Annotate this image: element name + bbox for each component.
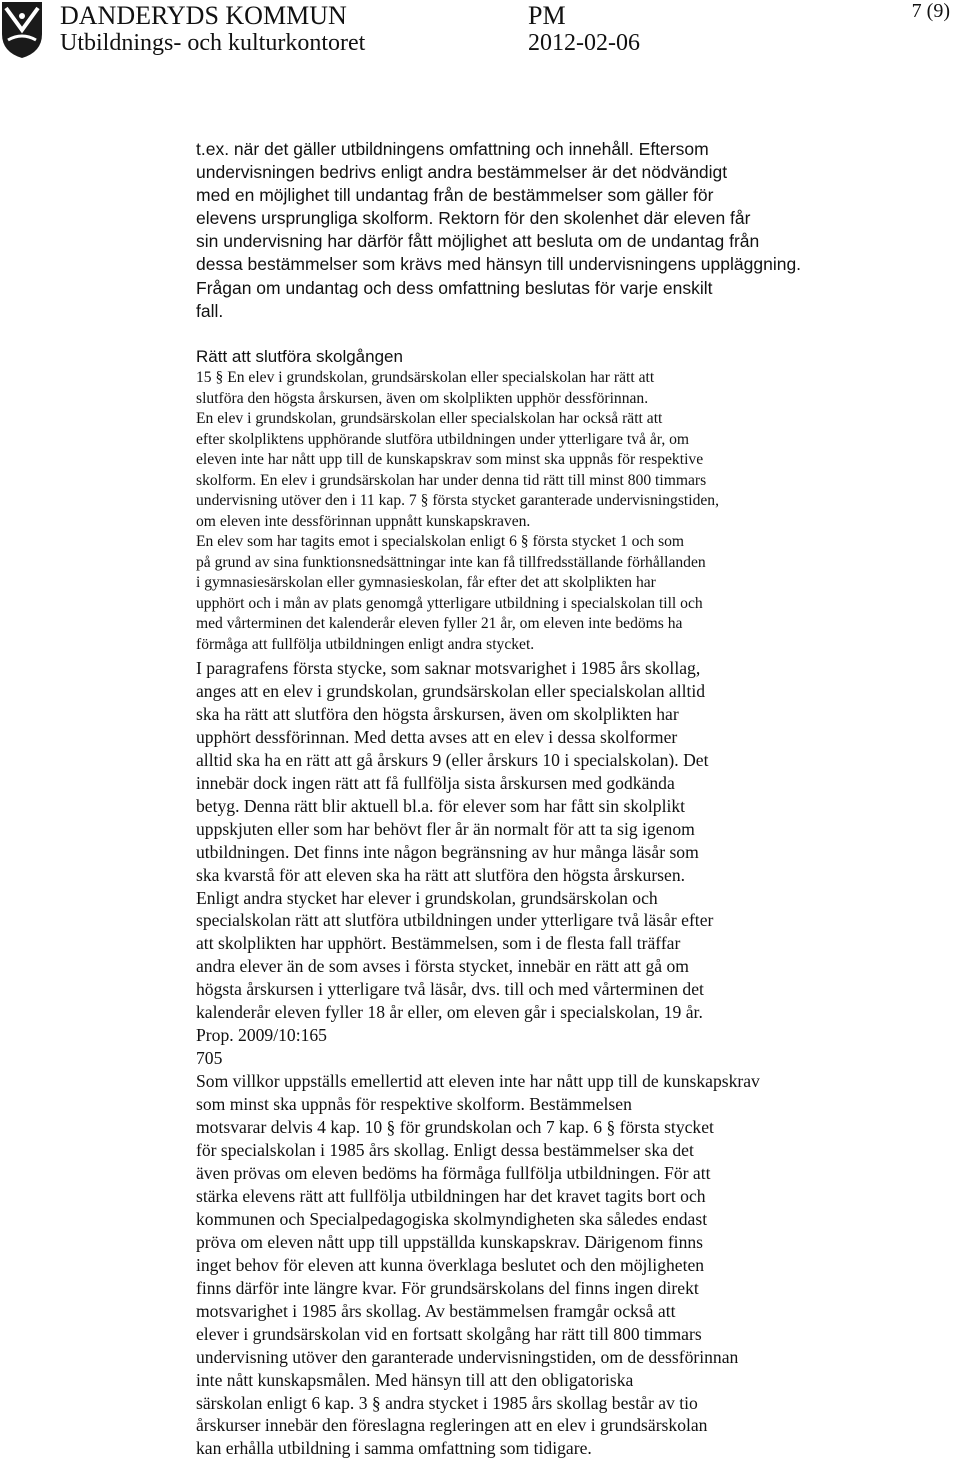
prop-page-number: 705 — [196, 1048, 223, 1069]
text-line: högsta årskursen i ytterligare två läsår, dvs. till och med vårterminen det — [196, 979, 704, 1000]
text-line: elevens ursprungliga skolform. Rektorn för den skolenhet där eleven får — [196, 208, 751, 229]
text-line: att skolplikten har upphört. Bestämmelsen, som i de flesta fall träffar — [196, 933, 681, 954]
text-line: kan erhålla utbildning i samma omfattning som tidigare. — [196, 1438, 592, 1459]
intro-paragraph — [196, 138, 801, 323]
text-line: upphört dessförinnan. Med detta avses att en elev i dessa skolformer — [196, 726, 678, 747]
text-line: kalenderår eleven fyller 18 år eller, om eleven går i specialskolan, 19 år. — [196, 1002, 703, 1023]
text-line: undervisning utöver den garanterade undervisningstiden, om de dessförinnan — [196, 1346, 739, 1367]
text-line: inget behov för eleven att kunna överklaga beslutet och den möjligheten — [196, 1254, 705, 1275]
text-line: innebär dock ingen rätt att få fullfölja sista årskursen med godkända — [196, 772, 675, 793]
coat-of-arms-logo — [0, 0, 44, 60]
text-line: elever i grundsärskolan vid en fortsatt skolgång har rätt till 800 timmars — [196, 1323, 702, 1344]
text-line: årskurser innebär den föreslagna regleringen att en elev i grundsärskolan — [196, 1415, 708, 1436]
commentary-text — [196, 657, 760, 1460]
text-line: utbildningen. Det finns inte någon begränsning av hur många läsår som — [196, 841, 699, 862]
text-line: efter skolpliktens upphörande slutföra utbildningen under ytterligare två år, om — [196, 430, 690, 448]
text-line: sin undervisning har därför fått möjlighet att besluta om de undantag från — [196, 231, 760, 252]
prop-reference: Prop. 2009/10:165 — [196, 1025, 327, 1046]
text-line: skolform. En elev i grundsärskolan har under denna tid rätt till minst 800 timmars — [196, 471, 707, 489]
text-line: dessa bestämmelser som krävs med hänsyn till undervisningens uppläggning. — [196, 254, 802, 275]
text-line: ska ha rätt att slutföra den högsta årskursen, även om skolplikten har — [196, 703, 679, 724]
page-number: 7 (9) — [911, 0, 950, 22]
text-line: undervisningen bedrivs enligt andra bestämmelser är det nödvändigt — [196, 162, 728, 183]
text-line: Frågan om undantag och dess omfattning beslutas för varje enskilt — [196, 277, 713, 298]
section-heading: Rätt att slutföra skolgången — [196, 347, 403, 366]
text-line: Enligt andra stycket har elever i grundskolan, grundsärskolan och — [196, 887, 658, 908]
text-line: motsvarar delvis 4 kap. 10 § för grundskolan och 7 kap. 6 § första stycket — [196, 1117, 714, 1138]
text-line: 15 § En elev i grundskolan, grundsärskolan eller specialskolan har rätt att — [196, 369, 655, 386]
text-line: kommunen och Specialpedagogiska skolmyndigheten ska således endast — [196, 1208, 708, 1229]
text-line: eleven inte har nått upp till de kunskapskrav som minst ska uppnås för respektive — [196, 451, 704, 468]
text-line: betyg. Denna rätt blir aktuell bl.a. för elever som har fått sin skolplikt — [196, 795, 686, 816]
text-line: för specialskolan i 1985 års skollag. Enligt dessa bestämmelser ska det — [196, 1140, 694, 1161]
text-line: upphört och i mån av plats genomgå ytterligare utbildning i specialskolan till och — [196, 594, 703, 612]
text-line: inte nått kunskapsmålen. Med hänsyn till att den obligatoriska — [196, 1369, 634, 1390]
text-line: ska kvarstå för att eleven ska ha rätt att slutföra den högsta årskursen. — [196, 864, 686, 885]
text-line: anges att en elev i grundskolan, grundsärskolan eller specialskolan alltid — [196, 680, 706, 701]
text-line: uppskjuten eller som har behövt fler år än normalt för att ta sig igenom — [196, 818, 695, 839]
text-line: som minst ska uppnås för respektive skolform. Bestämmelsen — [196, 1094, 632, 1115]
text-line: andra elever än de som avses i första stycket, innebär en rätt att gå om — [196, 956, 689, 977]
text-line: undervisning utöver den i 11 kap. 7 § första stycket garanterade undervisningstiden, — [196, 492, 719, 509]
text-line: särskolan enligt 6 kap. 3 § andra stycket i 1985 års skollag består av tio — [196, 1392, 698, 1413]
department-name: Utbildnings- och kulturkontoret — [60, 30, 366, 56]
document-type: PM — [528, 1, 566, 30]
text-line: förmåga att fullfölja utbildningen enligt andra stycket. — [196, 635, 535, 653]
text-line: stärka elevens rätt att fullfölja utbildningen har det kravet tagits bort och — [196, 1185, 706, 1206]
text-line: En elev som har tagits emot i specialskolan enligt 6 § första stycket 1 och som — [196, 533, 685, 550]
text-line: I paragrafens första stycke, som saknar motsvarighet i 1985 års skollag, — [196, 658, 701, 678]
org-name: DANDERYDS KOMMUN — [60, 1, 347, 30]
text-line: med vårterminen det kalenderår eleven fyller 21 år, om eleven inte bedöms ha — [196, 615, 683, 632]
text-line: fall. — [196, 300, 224, 321]
document-date: 2012-02-06 — [528, 30, 640, 56]
text-line: En elev i grundskolan, grundsärskolan eller specialskolan har också rätt att — [196, 410, 663, 427]
text-line: t.ex. när det gäller utbildningens omfattning och innehåll. Eftersom — [196, 139, 709, 159]
text-line: specialskolan rätt att slutföra utbildningen under ytterligare två läsår efter — [196, 910, 714, 931]
text-line: finns därför inte längre kvar. För grundsärskolans del finns ingen direkt — [196, 1277, 699, 1298]
text-line: om eleven inte dessförinnan uppnått kunskapskraven. — [196, 512, 531, 530]
text-line: i gymnasiesärskolan eller gymnasieskolan, får efter det att skolplikten har — [196, 574, 656, 591]
text-line: på grund av sina funktionsnedsättningar inte kan få tillfredsställande förhållanden — [196, 553, 706, 571]
text-line: motsvarighet i 1985 års skollag. Av bestämmelsen framgår också att — [196, 1300, 676, 1321]
text-line: alltid ska ha en rätt att gå årskurs 9 (eller årskurs 10 i specialskolan). Det — [196, 749, 709, 770]
text-line: Som villkor uppställs emellertid att eleven inte har nått upp till de kunskapskrav — [196, 1071, 760, 1092]
text-line: även prövas om eleven bedöms ha förmåga fullfölja utbildningen. För att — [196, 1162, 711, 1183]
law-text — [196, 368, 719, 655]
text-line: pröva om eleven nått upp till uppställda kunskapskrav. Därigenom finns — [196, 1231, 704, 1252]
text-line: slutföra den högsta årskursen, även om skolplikten upphör dessförinnan. — [196, 389, 649, 407]
text-line: med en möjlighet till undantag från de bestämmelser som gäller för — [196, 185, 714, 206]
